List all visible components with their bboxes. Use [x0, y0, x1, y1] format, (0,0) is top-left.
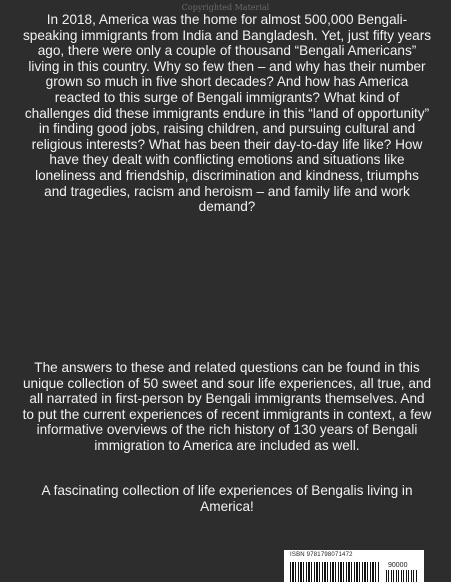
price-code: 90000 — [388, 562, 408, 569]
watermark: Copyrighted Material — [181, 3, 270, 12]
barcode-icon — [290, 562, 380, 582]
isbn-label: ISBN 9781798071472 — [290, 552, 353, 558]
barcode-area — [284, 550, 424, 582]
blurb-tagline: A fascinating collection of life experiences of Bengalis living in America! — [41, 483, 413, 514]
blurb-paragraph-1: In 2018, America was the home for almost 500,000 Bengali-speaking immigrants from India and Bangladesh. Yet, just fifty years ago, there were only a couple of thousand “Bengali Americans” living in this country. Why so few then – and why has their number grown so much in five short decades? And how has America reacted to this surge of Bengali immigrants? What kind of challenges did these immigrants endure in this “land of opportunity” in finding good jobs, raising children, and pursuing cultural and religious interests? What has been their day-to-day life like? How have they dealt with conflicting emotions and situations like loneliness and friendship, discrimination and kindness, triumphs and tragedies, racism and heroism – and family life and work demand? — [22, 12, 432, 215]
addon-barcode-icon — [386, 570, 418, 582]
blurb-paragraph-2: The answers to these and related questions can be found in this unique collection of 50 sweet and sour life experiences, all true, and all narrated in first-person by Bengali immigrants themselves. And to put the current experiences of recent immigrants in context, a few informative overviews of the rich history of 130 years of Bengali immigration to America are included as well. — [22, 360, 432, 453]
